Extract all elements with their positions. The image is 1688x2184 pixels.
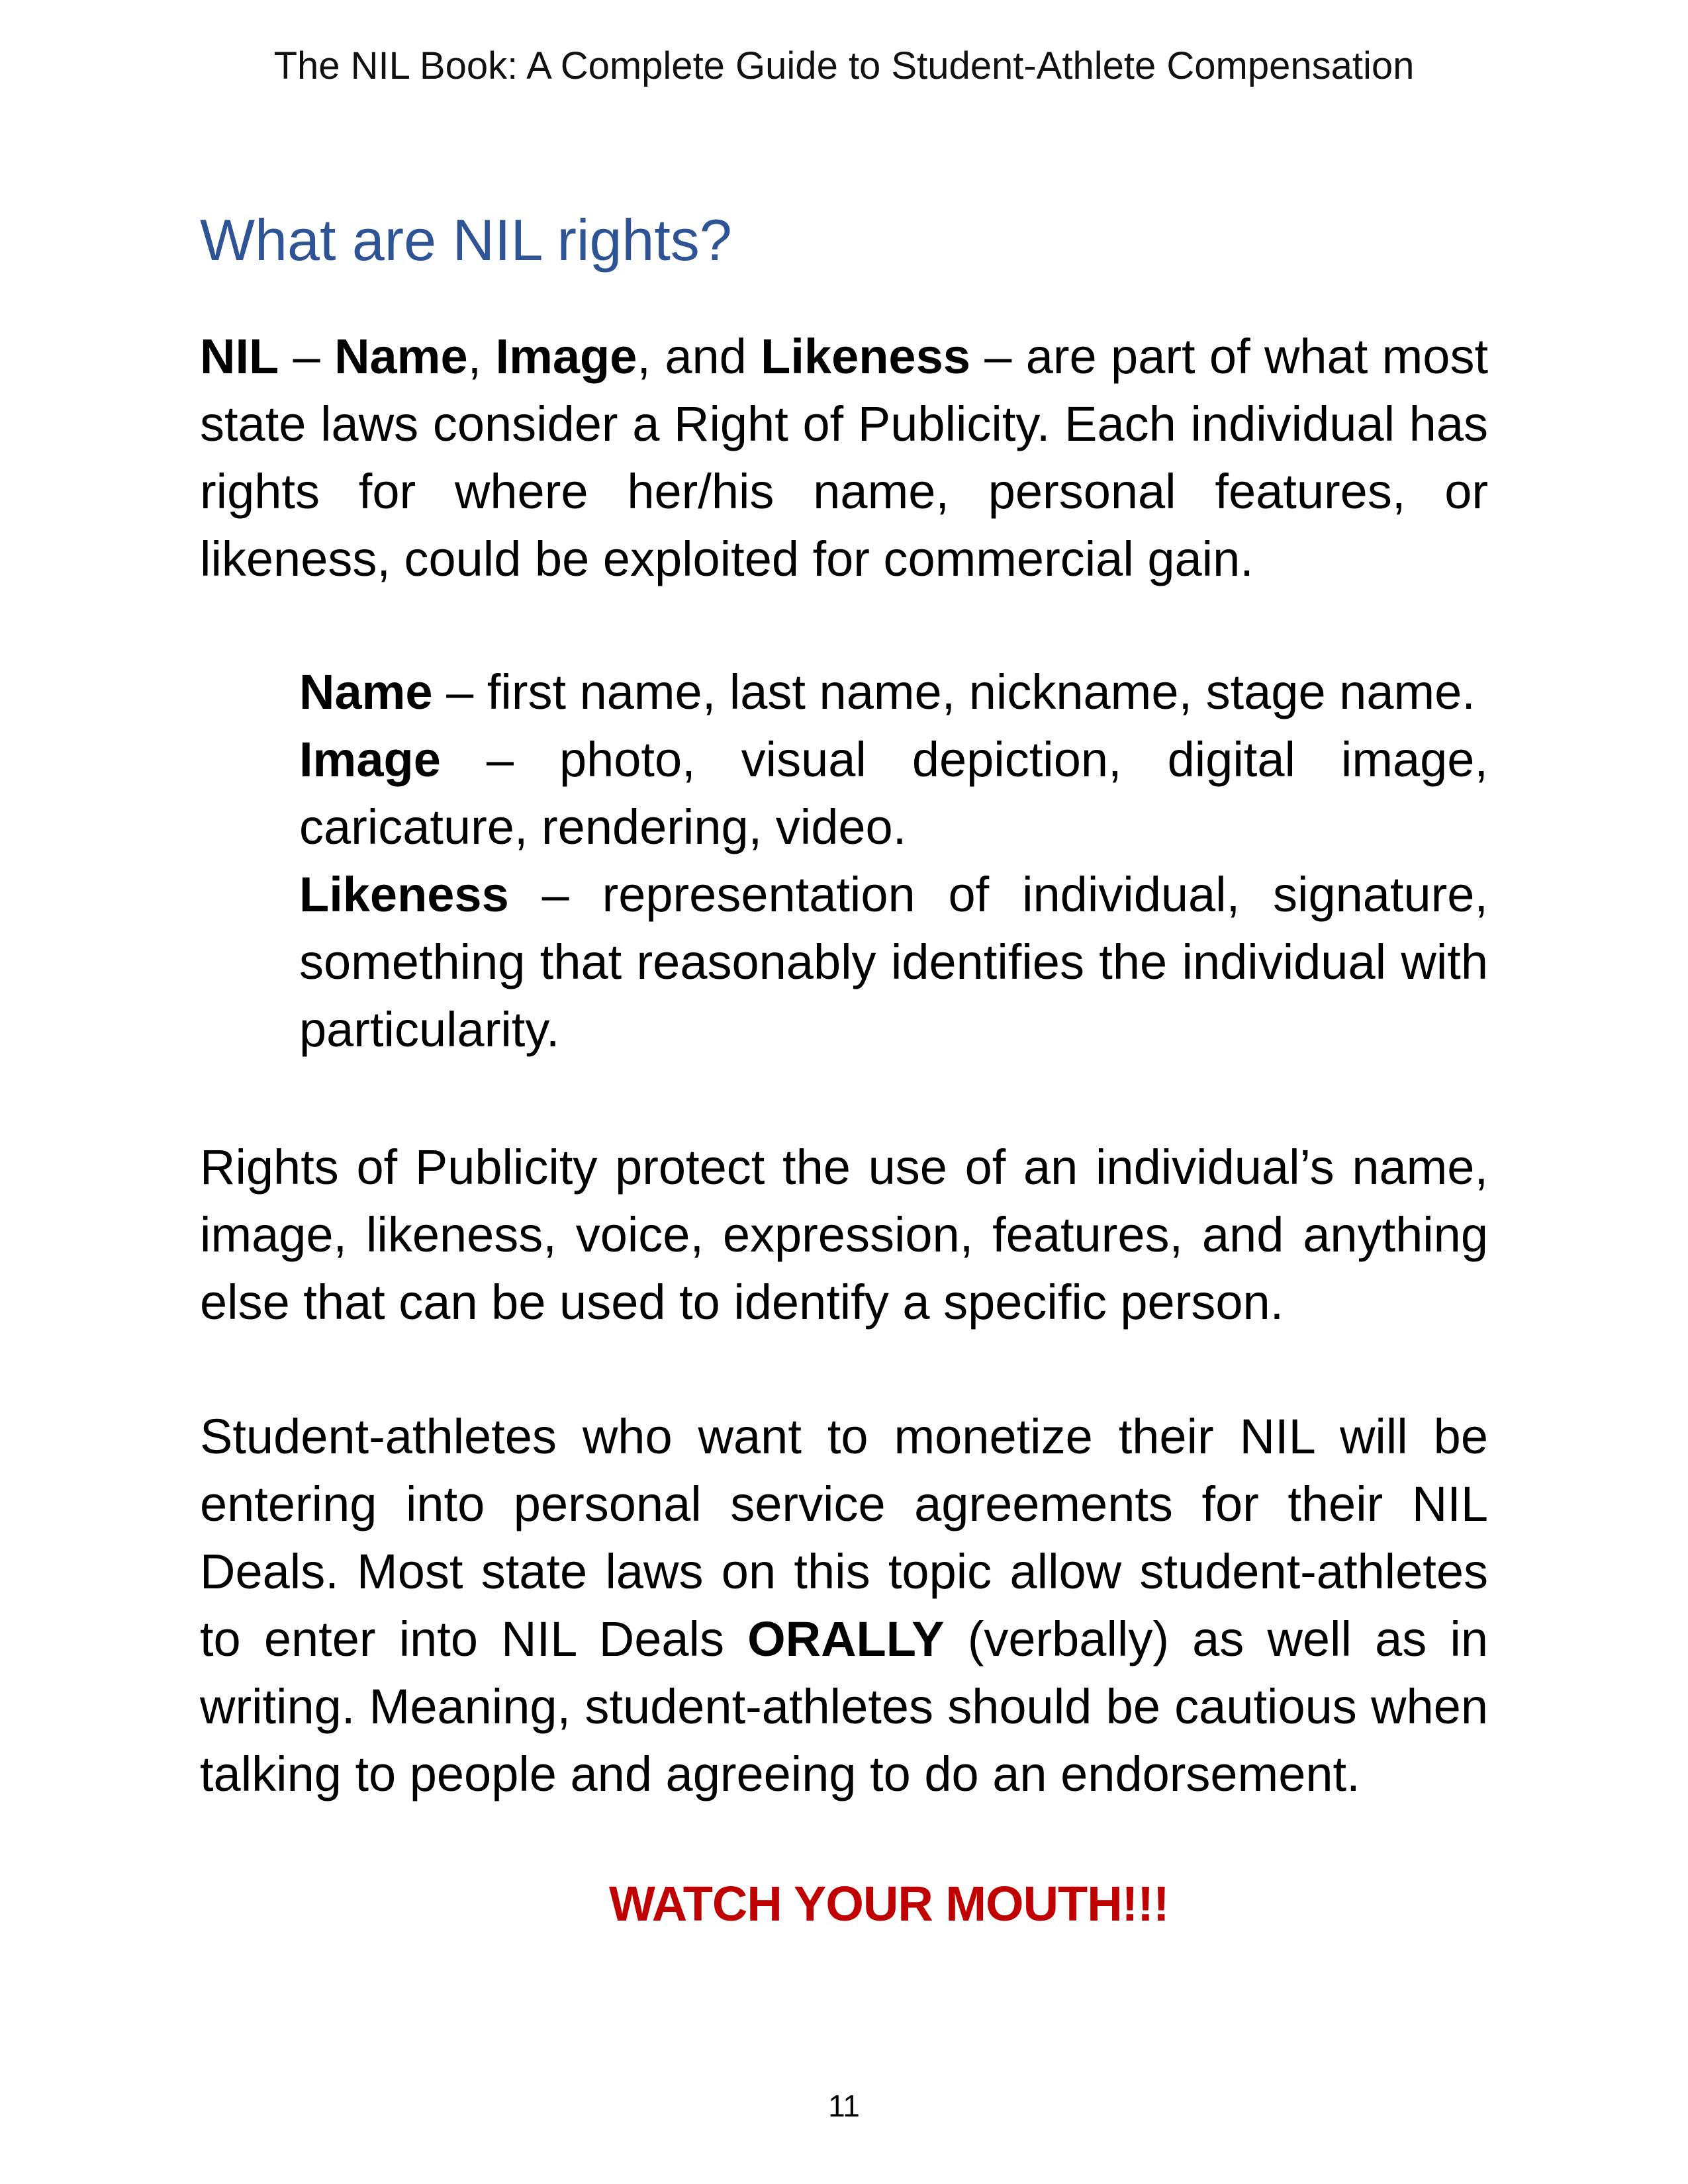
section-title: What are NIL rights?	[200, 207, 732, 273]
intro-paragraph	[200, 323, 1488, 593]
intro-separator-and: , and	[637, 329, 761, 384]
definition-list	[299, 659, 1488, 1064]
warning-callout: WATCH YOUR MOUTH!!!	[609, 1876, 1169, 1931]
emphasis-orally: ORALLY	[747, 1612, 945, 1666]
intro-separator: ,	[467, 329, 496, 384]
intro-dash: –	[279, 329, 335, 384]
term-name: Name	[334, 329, 468, 384]
monetize-paragraph	[200, 1403, 1488, 1808]
term-nil: NIL	[200, 329, 279, 384]
definition-image	[299, 726, 1488, 861]
definition-term: Name	[299, 664, 433, 719]
monetize-text-after: (verbally) as well as in writing. Meaning, student-athletes should be cautious when talking to people and agreeing to do an endorsement.	[200, 1612, 1488, 1801]
definition-text: – first name, last name, nickname, stage name.	[432, 664, 1476, 719]
definition-text: – representation of individual, signature, something that reasonably identifies the individual with particularity.	[299, 867, 1488, 1057]
definition-term: Image	[299, 732, 441, 787]
definition-text: – photo, visual depiction, digital image, caricature, rendering, video.	[299, 732, 1488, 854]
running-header: The NIL Book: A Complete Guide to Student-Athlete Compensation	[273, 44, 1415, 87]
intro-text: – are part of what most state laws consider a Right of Publicity. Each individual has rights for where her/his name, personal features, or likeness, could be exploited for commercial gain.	[200, 329, 1488, 586]
term-likeness: Likeness	[761, 329, 970, 384]
page-number: 11	[828, 2089, 860, 2123]
publicity-paragraph: Rights of Publicity protect the use of an individual’s name, image, likeness, voice, expression, features, and anything else that can be used to identify a specific person.	[200, 1140, 1488, 1330]
definition-likeness	[299, 861, 1488, 1064]
definition-term: Likeness	[299, 867, 509, 922]
monetize-text-before: Student-athletes who want to monetize their NIL will be entering into personal service agreements for their NIL Deals. Most state laws on this topic allow student-athletes to enter into NIL Deals	[200, 1409, 1488, 1666]
term-image: Image	[495, 329, 637, 384]
definition-name	[299, 659, 1488, 726]
